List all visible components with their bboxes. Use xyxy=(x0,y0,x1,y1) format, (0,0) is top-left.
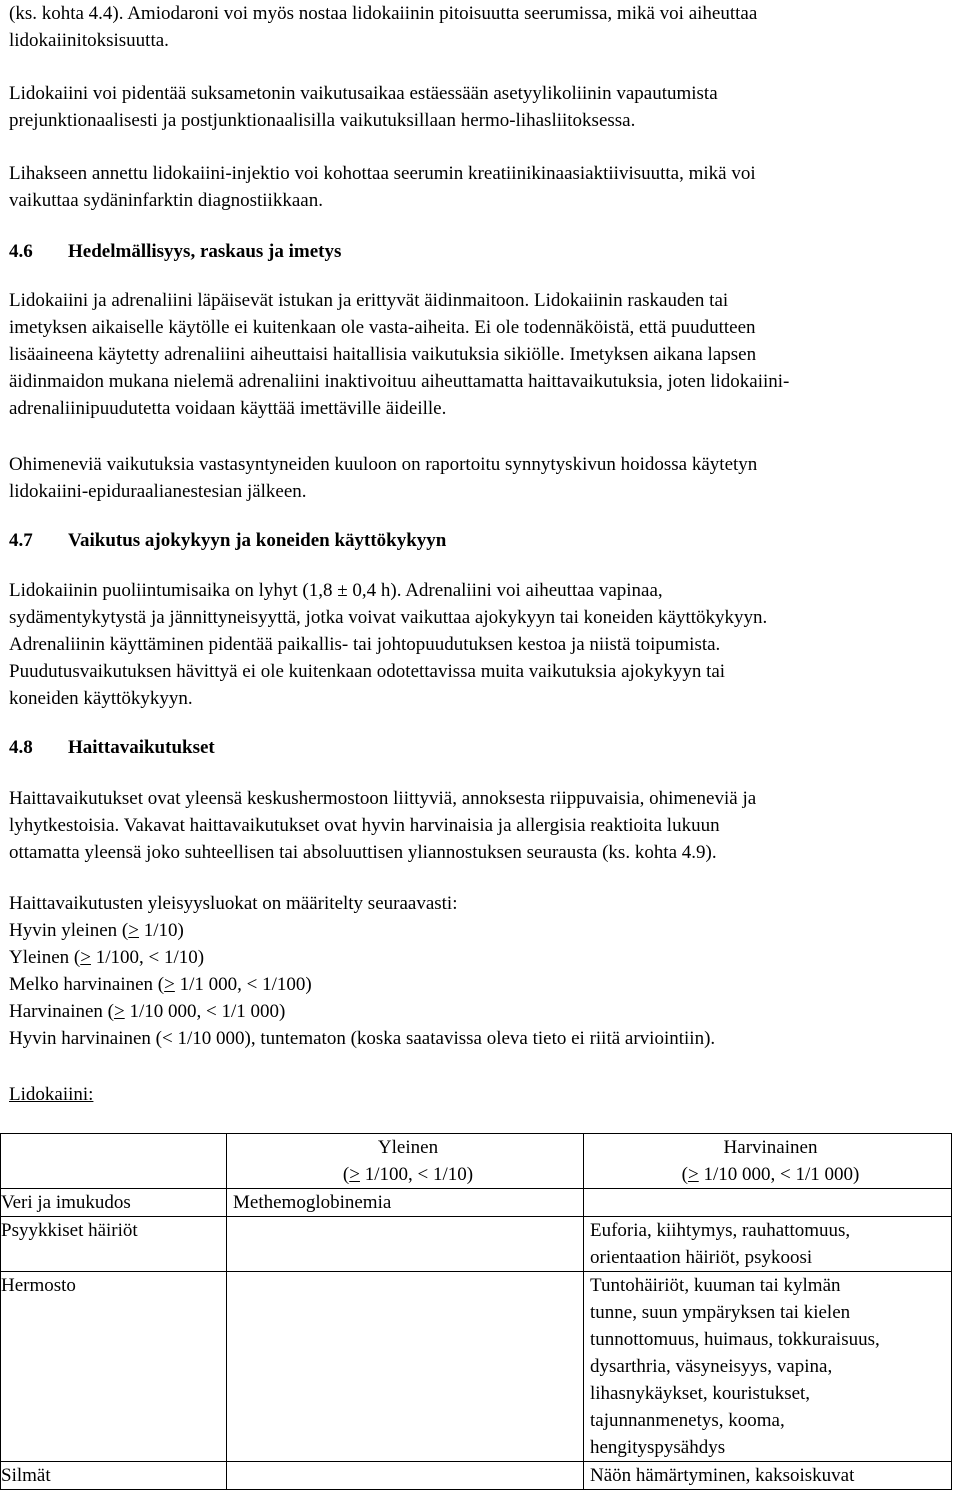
frequency-common xyxy=(9,944,715,971)
text-line: Lihakseen annettu lidokaiini-injektio voi kohottaa seerumin kreatiinikinaasiaktiivisuutta, mikä voi xyxy=(9,163,756,184)
text-line: lihasnykäykset, kouristukset, xyxy=(590,1383,811,1404)
text-line: Puudutusvaikutuksen hävittyä ei ole kuitenkaan odotettavissa muita vaikutuksia ajokykyyn tai xyxy=(9,661,726,682)
paragraph-creatine-kinase xyxy=(9,160,756,214)
frequency-intro: Haittavaikutusten yleisyysluokat on määritelty seuraavasti: xyxy=(9,893,458,914)
table-row xyxy=(1,1272,952,1462)
organ-cell: Veri ja imukudos xyxy=(1,1189,227,1217)
text-line: dysarthria, väsyneisyys, vapina, xyxy=(590,1356,833,1377)
text-line: adrenaliinipuudutetta voidaan käyttää imettäville äideille. xyxy=(9,398,447,419)
table-row xyxy=(1,1462,952,1490)
text-fragment: 1/1 000, < 1/100) xyxy=(174,974,312,995)
text-line: tunne, suun ympäryksen tai kielen xyxy=(590,1302,851,1323)
header-range xyxy=(233,1161,583,1188)
section-heading-4-7 xyxy=(9,527,446,554)
frequency-uncommon xyxy=(9,971,715,998)
text-fragment: 1/100, < 1/10) xyxy=(90,947,205,968)
paragraph-driving xyxy=(9,577,767,712)
text-line: lidokaiinitoksisuutta. xyxy=(9,30,169,51)
text-line: lidokaiini-epiduraalianestesian jälkeen. xyxy=(9,481,307,502)
text-line: hengityspysähdys xyxy=(590,1437,726,1458)
text-line: Lidokaiinin puoliintumisaika on lyhyt (1,8 ± 0,4 h). Adrenaliini voi aiheuttaa vapinaa, xyxy=(9,580,663,601)
table-header-row xyxy=(1,1134,952,1189)
geq-symbol: > xyxy=(128,920,139,941)
frequency-very-rare: Hyvin harvinainen (< 1/10 000), tuntematon (koska saatavissa oleva tieto ei riitä arviointiin). xyxy=(9,1028,716,1049)
rare-cell xyxy=(584,1217,952,1272)
text-line: Adrenaliinin käyttäminen pidentää paikallis- tai johtopuudutuksen kestoa ja niistä toipumista. xyxy=(9,634,721,655)
organ-cell: Psyykkiset häiriöt xyxy=(1,1217,227,1272)
organ-cell: Silmät xyxy=(1,1462,227,1490)
text-fragment: Hyvin yleinen ( xyxy=(9,920,129,941)
paragraph-newborn-hearing xyxy=(9,451,757,505)
common-cell xyxy=(227,1272,584,1462)
geq-symbol: > xyxy=(164,974,175,995)
geq-symbol: > xyxy=(688,1164,699,1185)
header-cell-common xyxy=(227,1134,584,1189)
text-line: Tuntohäiriöt, kuuman tai kylmän xyxy=(590,1275,841,1296)
text-line: vaikuttaa sydäninfarktin diagnostiikkaan. xyxy=(9,190,323,211)
text-fragment: Harvinainen ( xyxy=(9,1001,114,1022)
header-cell-rare xyxy=(584,1134,952,1189)
table-row xyxy=(1,1189,952,1217)
text-line: Lidokaiini voi pidentää suksametonin vaikutusaikaa estäessään asetyylikoliinin vapautumista xyxy=(9,83,718,104)
text-line: lisäaineena käytetty adrenaliini aiheuttaisi haitallisia vaikutuksia sikiölle. Imetyksen aikana lapsen xyxy=(9,344,757,365)
frequency-rare xyxy=(9,998,715,1025)
header-range xyxy=(590,1161,951,1188)
text-fragment: ( xyxy=(681,1164,688,1185)
text-fragment: 1/10 000, < 1/1 000) xyxy=(698,1164,860,1185)
section-title: Hedelmällisyys, raskaus ja imetys xyxy=(68,241,342,262)
section-title: Haittavaikutukset xyxy=(68,737,215,758)
paragraph-interactions-end xyxy=(9,0,757,54)
text-line: sydämentykytystä ja jännittyneisyyttä, jotka voivat vaikuttaa ajokykyyn tai koneiden käyttökykyyn. xyxy=(9,607,768,628)
header-label: Harvinainen xyxy=(723,1137,818,1158)
text-line: imetyksen aikaiselle käytölle ei kuitenkaan ole vasta-aiheita. Ei ole todennäköistä, että puudutteen xyxy=(9,317,756,338)
text-line: (ks. kohta 4.4). Amiodaroni voi myös nostaa lidokaiinin pitoisuutta seerumissa, mikä voi aiheuttaa xyxy=(9,3,758,24)
text-line: koneiden käyttökykyyn. xyxy=(9,688,193,709)
paragraph-adverse-overview xyxy=(9,785,756,866)
text-line: tunnottomuus, huimaus, tokkuraisuus, xyxy=(590,1329,880,1350)
text-line: prejunktionaalisesti ja postjunktionaalisilla vaikutuksillaan hermo-lihasliitoksessa. xyxy=(9,110,636,131)
section-number: 4.7 xyxy=(9,530,33,551)
text-line: Lidokaiini ja adrenaliini läpäisevät istukan ja erittyvät äidinmaitoon. Lidokaiinin raskauden tai xyxy=(9,290,729,311)
common-cell xyxy=(227,1462,584,1490)
section-title: Vaikutus ajokykyyn ja koneiden käyttökykyyn xyxy=(68,530,447,551)
text-line: lyhytkestoisia. Vakavat haittavaikutukset ovat hyvin harvinaisia ja allergisia reaktioita lukuun xyxy=(9,815,720,836)
adverse-effects-table xyxy=(0,1133,952,1490)
common-cell xyxy=(227,1217,584,1272)
geq-symbol: > xyxy=(349,1164,360,1185)
geq-symbol: > xyxy=(113,1001,125,1022)
text-line: Ohimeneviä vaikutuksia vastasyntyneiden kuuloon on raportoitu synnytyskivun hoidossa käytetyn xyxy=(9,454,758,475)
text-line: orientaation häiriöt, psykoosi xyxy=(590,1247,813,1268)
text-fragment: 1/10 000, < 1/1 000) xyxy=(124,1001,286,1022)
section-heading-4-8 xyxy=(9,734,215,761)
text-fragment: Yleinen ( xyxy=(9,947,81,968)
rare-cell: Näön hämärtyminen, kaksoiskuvat xyxy=(584,1462,952,1490)
text-line: äidinmaidon mukana nielemä adrenaliini inaktivoituu aiheuttamatta haittavaikutuksia, joten lidokaiini- xyxy=(9,371,790,392)
organ-cell: Hermosto xyxy=(1,1272,227,1462)
text-line: tajunnanmenetys, kooma, xyxy=(590,1410,785,1431)
rare-cell xyxy=(584,1189,952,1217)
section-number: 4.6 xyxy=(9,241,33,262)
text-fragment: 1/100, < 1/10) xyxy=(359,1164,474,1185)
table-row xyxy=(1,1217,952,1272)
common-cell: Methemoglobinemia xyxy=(227,1189,584,1217)
frequency-very-common xyxy=(9,917,715,944)
section-number: 4.8 xyxy=(9,737,33,758)
geq-symbol: > xyxy=(80,947,91,968)
header-label: Yleinen xyxy=(377,1137,439,1158)
header-cell-organ xyxy=(1,1134,227,1189)
section-heading-4-6 xyxy=(9,238,341,265)
text-fragment: ( xyxy=(342,1164,350,1185)
paragraph-pregnancy xyxy=(9,287,789,422)
lidocaine-subheading: Lidokaiini: xyxy=(9,1084,94,1105)
text-fragment: Melko harvinainen ( xyxy=(9,974,165,995)
rare-cell xyxy=(584,1272,952,1462)
text-line: ottamatta yleensä joko suhteellisen tai absoluuttisen yliannostuksen seurausta (ks. kohta 4.9). xyxy=(9,842,717,863)
text-fragment: 1/10) xyxy=(138,920,184,941)
frequency-definitions xyxy=(9,890,715,1052)
paragraph-suxamethonium xyxy=(9,80,718,134)
text-line: Euforia, kiihtymys, rauhattomuus, xyxy=(590,1220,851,1241)
text-line: Haittavaikutukset ovat yleensä keskushermostoon liittyviä, annoksesta riippuvaisia, ohimeneviä ja xyxy=(9,788,757,809)
